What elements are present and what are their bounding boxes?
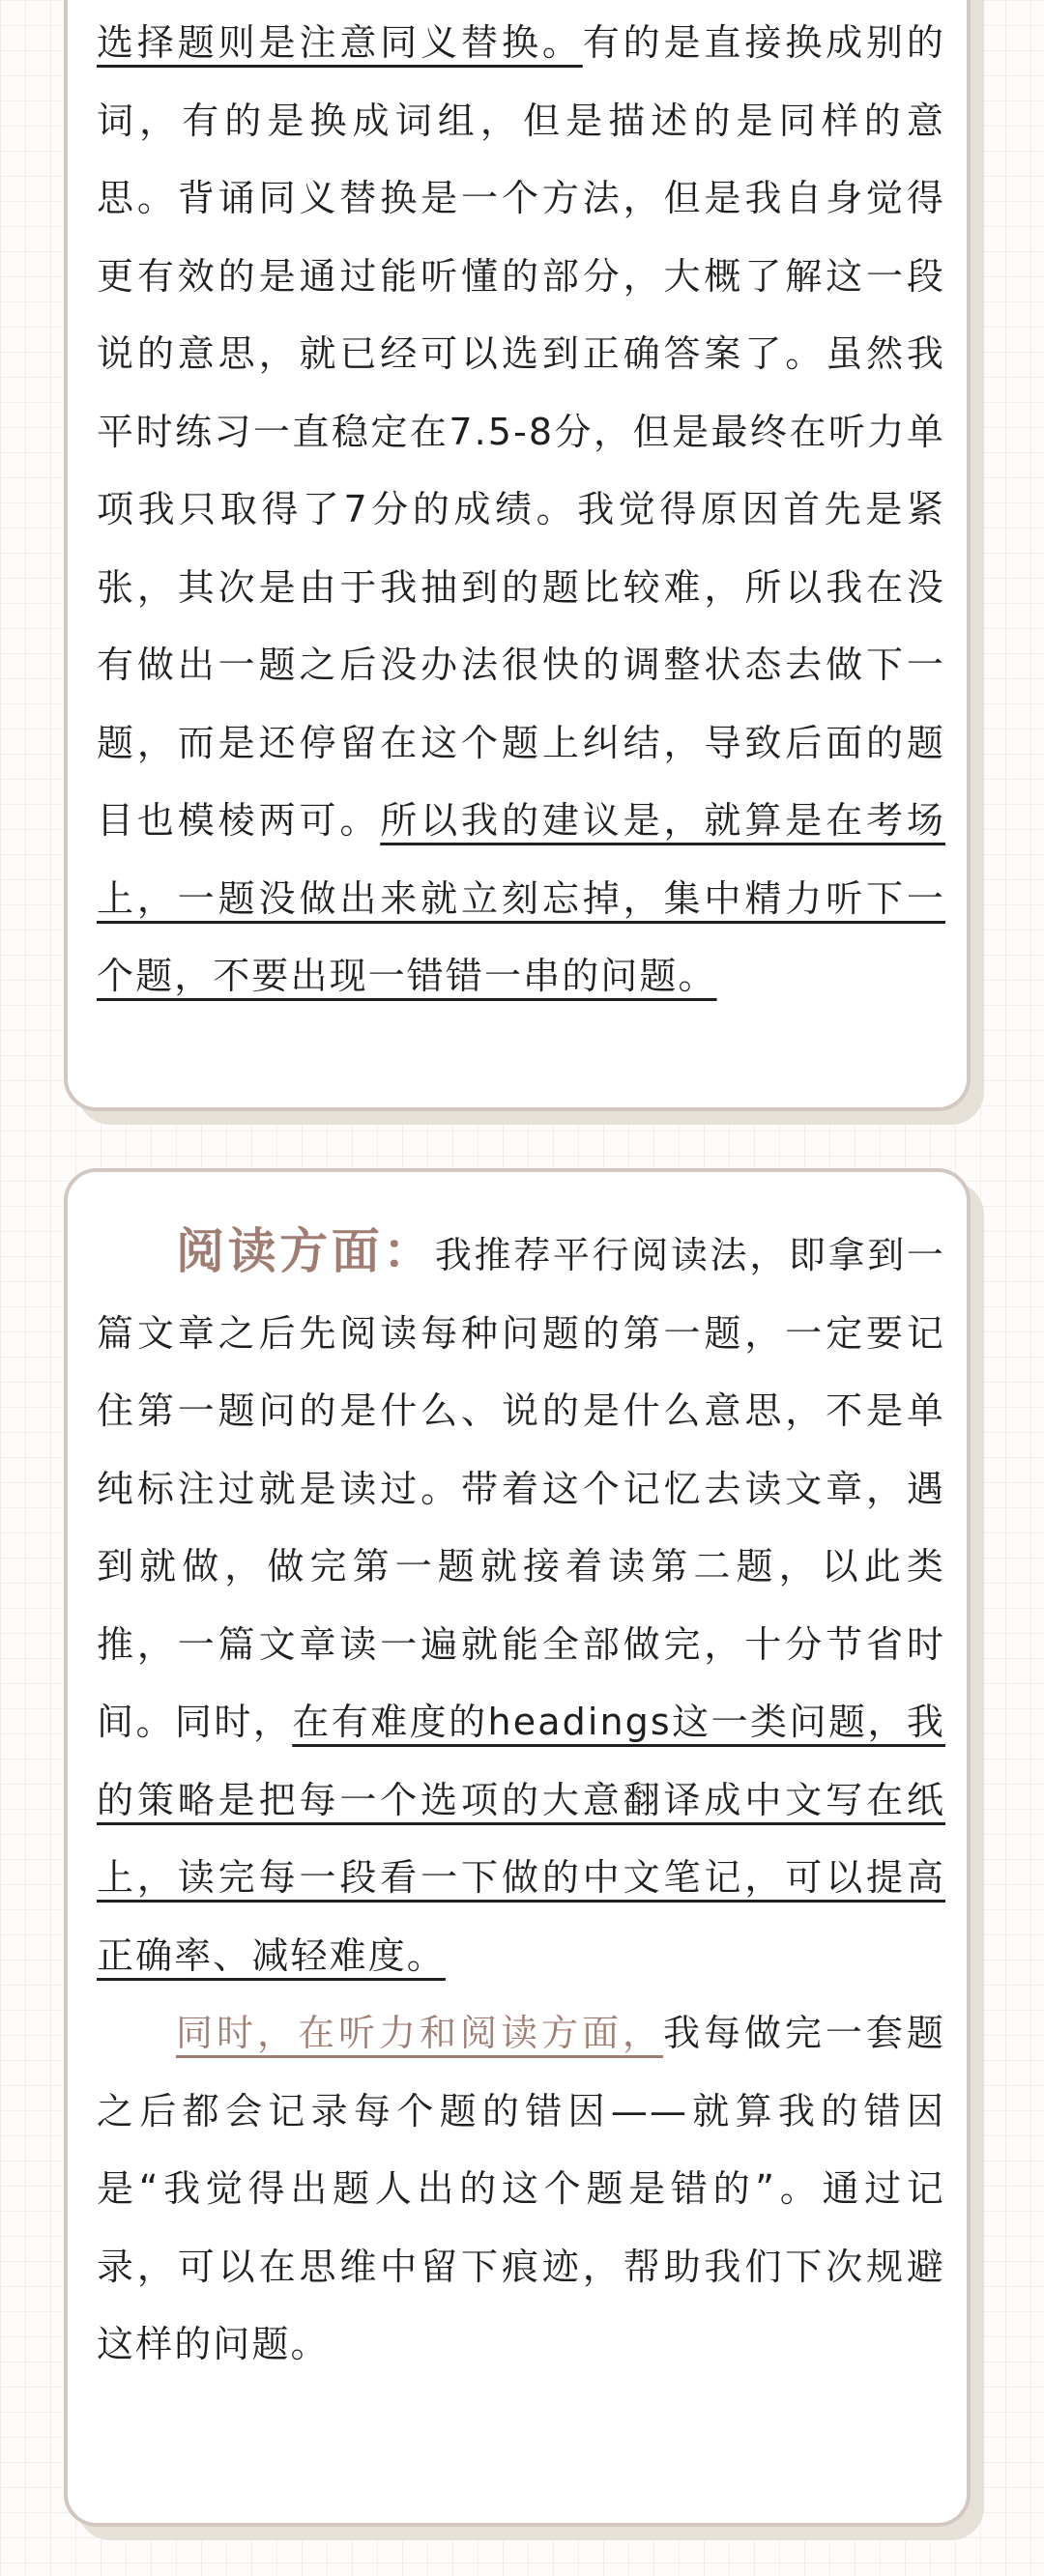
reading-paragraph [97, 1213, 945, 1994]
reading-card [64, 1168, 971, 2527]
underlined-advice: 所以我的建议是，就算是在考场上，一题没做出来就立刻忘掉，集中精力听下一个题，不要出现一错错一串的问题。 [97, 799, 945, 997]
reading-heading: 阅读方面： [176, 1223, 435, 1279]
reading-content [97, 1213, 945, 2384]
underlined-headings-strategy: 在有难度的headings这一类问题，我的策略是把每一个选项的大意翻译成中文写在纸上，读完每一段看一下做的中文笔记，可以提高正确率、减轻难度。 [97, 1701, 945, 1977]
paragraph-text: 有的是直接换成别的词，有的是换成词组，但是描述的是同样的意思。背诵同义替换是一个方法，但是我自身觉得更有效的是通过能听懂的部分，大概了解这一段说的意思，就已经可以选到正确答案了。虽然我平时练习一直稳定在7.5-8分，但是最终在听力单项我只取得了7分的成绩。我觉得原因首先是紧张，其次是由于我抽到的题比较难，所以我在没有做出一题之后没办法很快的调整状态去做下一题，而是还停留在这个题上纠结，导致后面的题目也模棱两可。 [97, 21, 946, 842]
accent-phrase: 同时，在听力和阅读方面， [176, 2012, 663, 2054]
error-log-paragraph [97, 1994, 945, 2384]
underlined-sentence-synonyms: 选择题则是注意同义替换。 [97, 21, 583, 64]
listening-paragraph [97, 4, 945, 1016]
paragraph-text: 我推荐平行阅读法，即拿到一篇文章之后先阅读每种问题的第一题，一定要记住第一题问的是什么、说的是什么意思，不是单纯标注过就是读过。带着这个记忆去读文章，遇到就做，做完第一题就接着读第二题，以此类推，一篇文章读一遍就能全部做完，十分节省时间。同时， [97, 1234, 945, 1743]
paragraph-text: 我每做完一套题之后都会记录每个题的错因——就算我的错因是“我觉得出题人出的这个题是错的”。通过记录，可以在思维中留下痕迹，帮助我们下次规避这样的问题。 [97, 2012, 946, 2365]
listening-card [64, 0, 971, 1111]
